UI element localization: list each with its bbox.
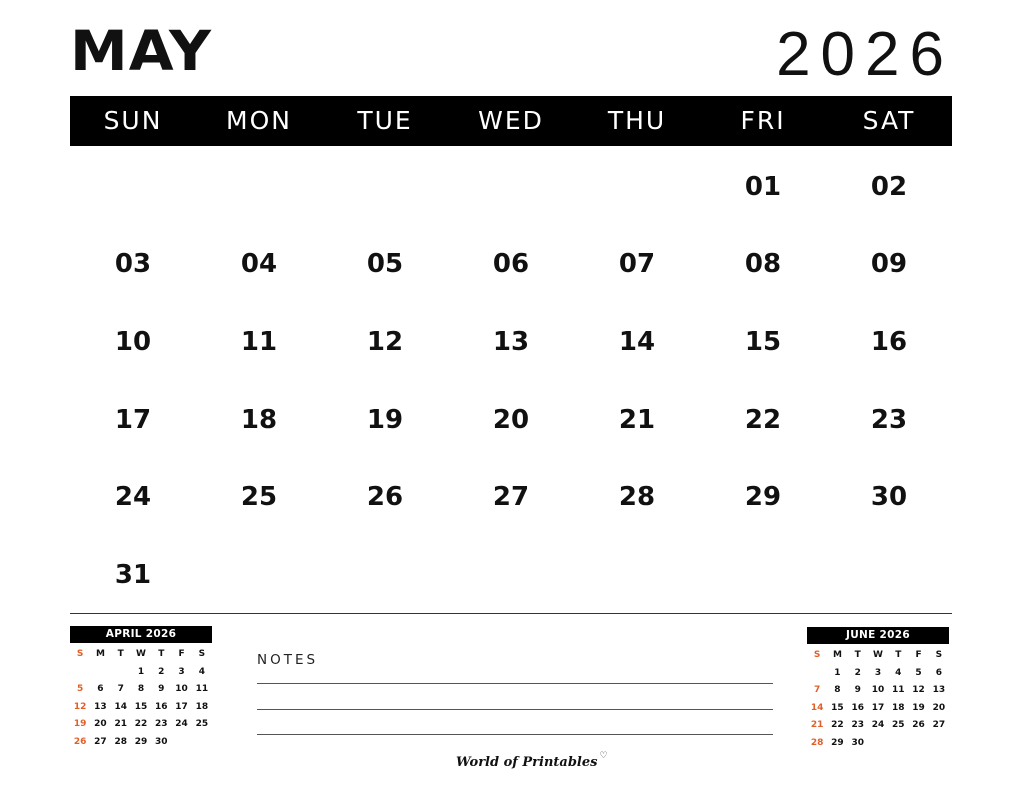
mini-weekday: T: [895, 650, 902, 660]
mini-day: 29: [831, 737, 844, 748]
mini-calendar-next: [807, 627, 949, 752]
mini-day: 10: [175, 684, 188, 694]
note-line: [257, 709, 773, 710]
mini-weekday: M: [95, 649, 105, 659]
day-cell: 05: [366, 249, 404, 280]
brand-logo-text: World of Printables: [456, 755, 598, 770]
weekday-sun: SUN: [103, 106, 163, 135]
mini-day: 4: [198, 666, 205, 677]
mini-day: 23: [851, 720, 864, 730]
day-cell: 09: [870, 249, 908, 280]
mini-empty-day: [171, 734, 191, 752]
mini-day: 26: [73, 736, 87, 747]
mini-empty-day: [90, 664, 110, 682]
day-cell: 07: [618, 249, 656, 280]
mini-calendar-title: JUNE 2026: [807, 627, 949, 644]
mini-day: 28: [810, 737, 824, 748]
mini-weekday: W: [873, 650, 883, 660]
mini-day: 6: [97, 684, 104, 694]
empty-day-cell: [448, 536, 574, 614]
mini-weekday: T: [117, 649, 124, 659]
mini-day: 9: [854, 685, 861, 695]
mini-day: 4: [895, 667, 902, 678]
day-cell: 14: [618, 326, 656, 357]
mini-day: 19: [73, 719, 87, 729]
brand-logo: [456, 751, 608, 770]
mini-day: 17: [175, 701, 188, 712]
mini-day: 22: [831, 720, 844, 730]
mini-day: 6: [935, 667, 942, 678]
day-cell: 26: [366, 482, 404, 513]
day-cell: 16: [870, 326, 908, 357]
day-cell: 12: [366, 326, 404, 357]
mini-empty-day: [868, 735, 888, 753]
day-cell: 03: [114, 249, 152, 280]
mini-weekday: W: [136, 649, 146, 659]
month-grid: [70, 148, 952, 614]
day-cell: 02: [870, 171, 908, 202]
mini-empty-day: [192, 734, 212, 752]
weekday-header-bar: [70, 96, 952, 146]
mini-day: 2: [158, 666, 165, 677]
day-cell: 27: [492, 482, 530, 513]
mini-day: 29: [134, 736, 148, 747]
empty-day-cell: [322, 536, 448, 614]
mini-day: 14: [810, 702, 824, 713]
mini-day: 15: [831, 702, 844, 713]
mini-day: 24: [175, 719, 188, 729]
day-cell: 19: [366, 404, 404, 435]
mini-day: 30: [851, 737, 864, 748]
mini-day: 22: [134, 719, 148, 729]
mini-day: 25: [892, 720, 905, 730]
mini-day: 25: [195, 719, 209, 729]
mini-day: 1: [137, 666, 145, 677]
mini-day: 18: [892, 702, 905, 713]
mini-empty-day: [111, 664, 131, 682]
weekday-wed: WED: [478, 106, 544, 135]
mini-day: 1: [834, 667, 841, 678]
mini-calendar-grid: [70, 646, 212, 751]
empty-day-cell: [826, 536, 952, 614]
mini-day: 9: [158, 684, 165, 694]
day-cell: 31: [114, 559, 152, 590]
mini-weekday: T: [854, 650, 861, 660]
mini-weekday: M: [832, 650, 842, 660]
empty-day-cell: [574, 536, 700, 614]
note-line: [257, 734, 773, 735]
weekday-tue: TUE: [357, 106, 413, 135]
mini-day: 2: [854, 667, 861, 678]
year-title: 2026: [776, 20, 954, 89]
day-cell: 15: [744, 326, 782, 357]
empty-day-cell: [574, 148, 700, 226]
mini-day: 12: [912, 685, 925, 695]
mini-empty-day: [908, 735, 928, 753]
mini-empty-day: [929, 735, 949, 753]
mini-day: 5: [77, 684, 84, 694]
notes-label: NOTES: [257, 652, 319, 668]
day-cell: 06: [492, 249, 530, 280]
mini-day: 13: [94, 701, 107, 712]
mini-day: 20: [932, 702, 946, 713]
mini-day: 27: [94, 736, 107, 747]
mini-day: 11: [892, 685, 905, 695]
day-cell: 28: [618, 482, 656, 513]
mini-day: 3: [178, 666, 185, 677]
mini-weekday: S: [76, 649, 84, 659]
mini-weekday: F: [178, 649, 185, 659]
notes-section: [257, 652, 773, 668]
mini-day: 12: [73, 701, 87, 712]
day-cell: 23: [870, 404, 908, 435]
section-divider: [70, 613, 952, 614]
day-cell: 29: [744, 482, 782, 513]
empty-day-cell: [448, 148, 574, 226]
day-cell: 13: [492, 326, 530, 357]
day-cell: 22: [744, 404, 782, 435]
empty-day-cell: [196, 536, 322, 614]
mini-day: 17: [871, 702, 885, 713]
mini-day: 21: [810, 720, 824, 730]
mini-day: 7: [117, 684, 124, 694]
mini-day: 23: [155, 719, 168, 729]
mini-empty-day: [807, 665, 827, 683]
mini-weekday: S: [813, 650, 821, 660]
mini-weekday: T: [158, 649, 165, 659]
day-cell: 25: [240, 482, 278, 513]
mini-empty-day: [70, 664, 90, 682]
mini-weekday: S: [935, 650, 943, 660]
mini-day: 20: [94, 719, 107, 729]
mini-day: 10: [871, 685, 885, 695]
mini-day: 7: [814, 685, 821, 695]
mini-day: 3: [874, 667, 882, 678]
mini-day: 16: [851, 702, 864, 713]
mini-calendar-previous: [70, 626, 212, 751]
day-cell: 21: [618, 404, 656, 435]
mini-day: 18: [195, 701, 209, 712]
mini-day: 15: [134, 701, 148, 712]
day-cell: 10: [114, 326, 152, 357]
mini-day: 24: [871, 720, 885, 730]
weekday-fri: FRI: [740, 106, 786, 135]
mini-day: 21: [114, 719, 127, 729]
mini-day: 30: [155, 736, 168, 747]
note-line: [257, 683, 773, 684]
mini-empty-day: [888, 735, 908, 753]
mini-weekday: F: [915, 650, 922, 660]
day-cell: 18: [240, 404, 278, 435]
mini-day: 16: [155, 701, 168, 712]
day-cell: 08: [744, 249, 782, 280]
empty-day-cell: [322, 148, 448, 226]
day-cell: 30: [870, 482, 908, 513]
day-cell: 20: [492, 404, 530, 435]
empty-day-cell: [196, 148, 322, 226]
month-title: MAY: [70, 18, 213, 84]
mini-day: 28: [114, 736, 127, 747]
mini-day: 14: [114, 701, 127, 712]
mini-day: 8: [137, 684, 145, 694]
weekday-thu: THU: [607, 106, 667, 135]
empty-day-cell: [700, 536, 826, 614]
weekday-sat: SAT: [862, 106, 916, 135]
mini-calendar-title: APRIL 2026: [70, 626, 212, 643]
mini-day: 13: [932, 685, 946, 695]
mini-calendar-grid: [807, 647, 949, 752]
day-cell: 04: [240, 249, 278, 280]
day-cell: 01: [744, 171, 782, 202]
mini-day: 19: [912, 702, 925, 713]
day-cell: 24: [114, 482, 152, 513]
weekday-mon: MON: [226, 106, 292, 135]
day-cell: 11: [240, 326, 278, 357]
day-cell: 17: [114, 404, 152, 435]
mini-day: 27: [932, 720, 946, 730]
mini-day: 11: [195, 684, 209, 694]
heart-icon: ♡: [599, 751, 608, 761]
empty-day-cell: [70, 148, 196, 226]
mini-day: 8: [834, 685, 841, 695]
mini-day: 26: [912, 720, 925, 730]
mini-weekday: S: [198, 649, 206, 659]
mini-day: 5: [915, 667, 922, 678]
